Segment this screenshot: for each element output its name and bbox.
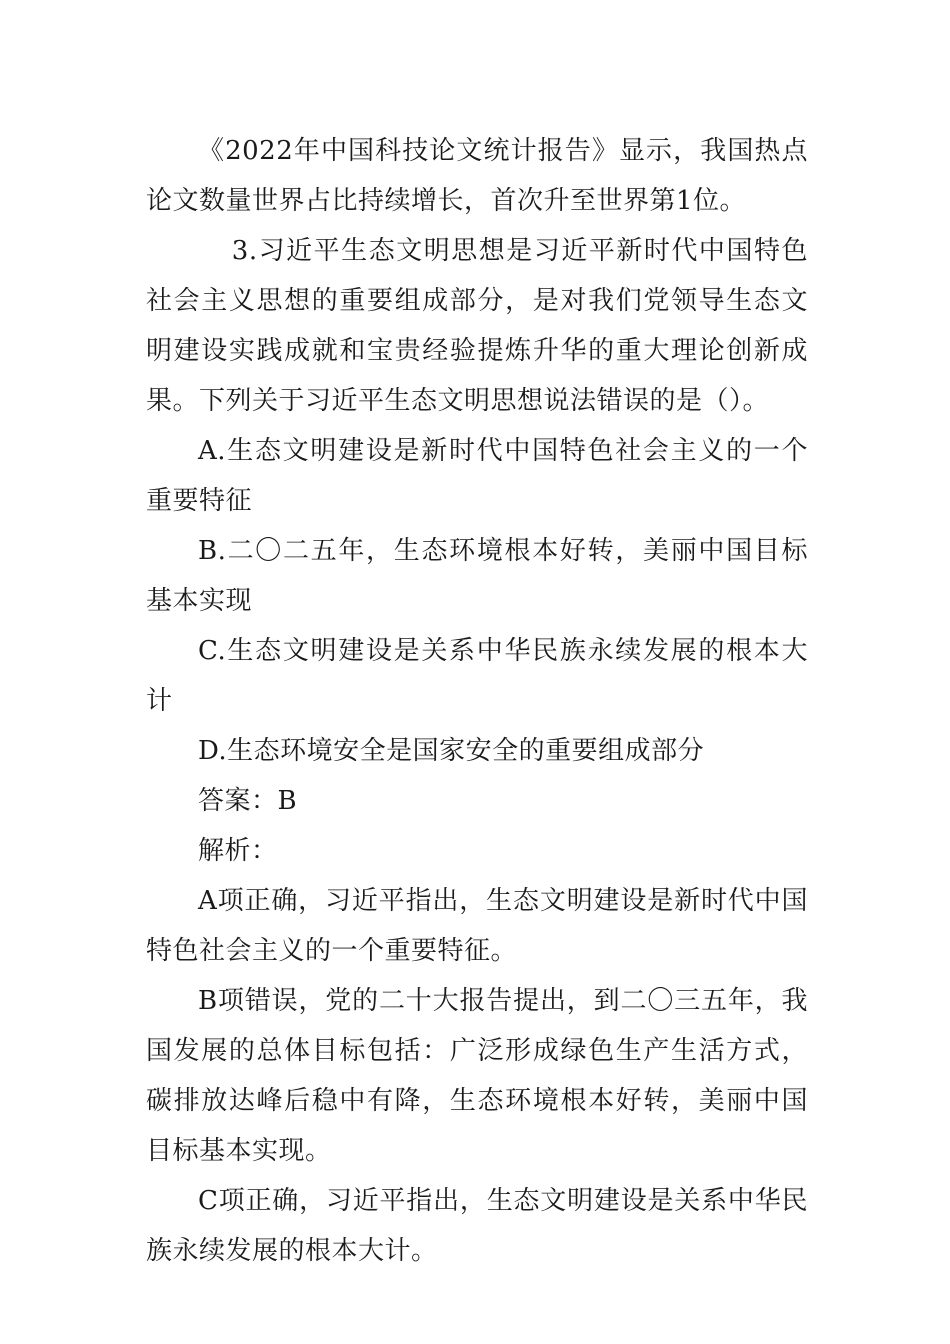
intro-paragraph: 《2022年中国科技论文统计报告》显示，我国热点论文数量世界占比持续增长，首次升至世界第1位。 <box>146 136 808 216</box>
option-c: C.生态文明建设是关系中华民族永续发展的根本大计 <box>146 636 808 716</box>
document-body <box>146 126 808 1276</box>
analysis-a: A项正确，习近平指出，生态文明建设是新时代中国特色社会主义的一个重要特征。 <box>146 886 808 966</box>
analysis-b: B项错误，党的二十大报告提出，到二〇三五年，我国发展的总体目标包括：广泛形成绿色生产生活方式，碳排放达峰后稳中有降，生态环境根本好转，美丽中国目标基本实现。 <box>146 986 808 1166</box>
analysis-label: 解析： <box>198 836 278 866</box>
option-d: D.生态环境安全是国家安全的重要组成部分 <box>198 736 705 766</box>
answer-line: 答案：B <box>198 786 298 816</box>
question-stem: 3.习近平生态文明思想是习近平新时代中国特色社会主义思想的重要组成部分，是对我们党领导生态文明建设实践成就和宝贵经验提炼升华的重大理论创新成果。下列关于习近平生态文明思想说法错误的是（）。 <box>146 236 808 416</box>
analysis-c: C项正确，习近平指出，生态文明建设是关系中华民族永续发展的根本大计。 <box>146 1186 808 1266</box>
option-b: B.二〇二五年，生态环境根本好转，美丽中国目标基本实现 <box>146 536 808 616</box>
option-a: A.生态文明建设是新时代中国特色社会主义的一个重要特征 <box>146 436 808 516</box>
